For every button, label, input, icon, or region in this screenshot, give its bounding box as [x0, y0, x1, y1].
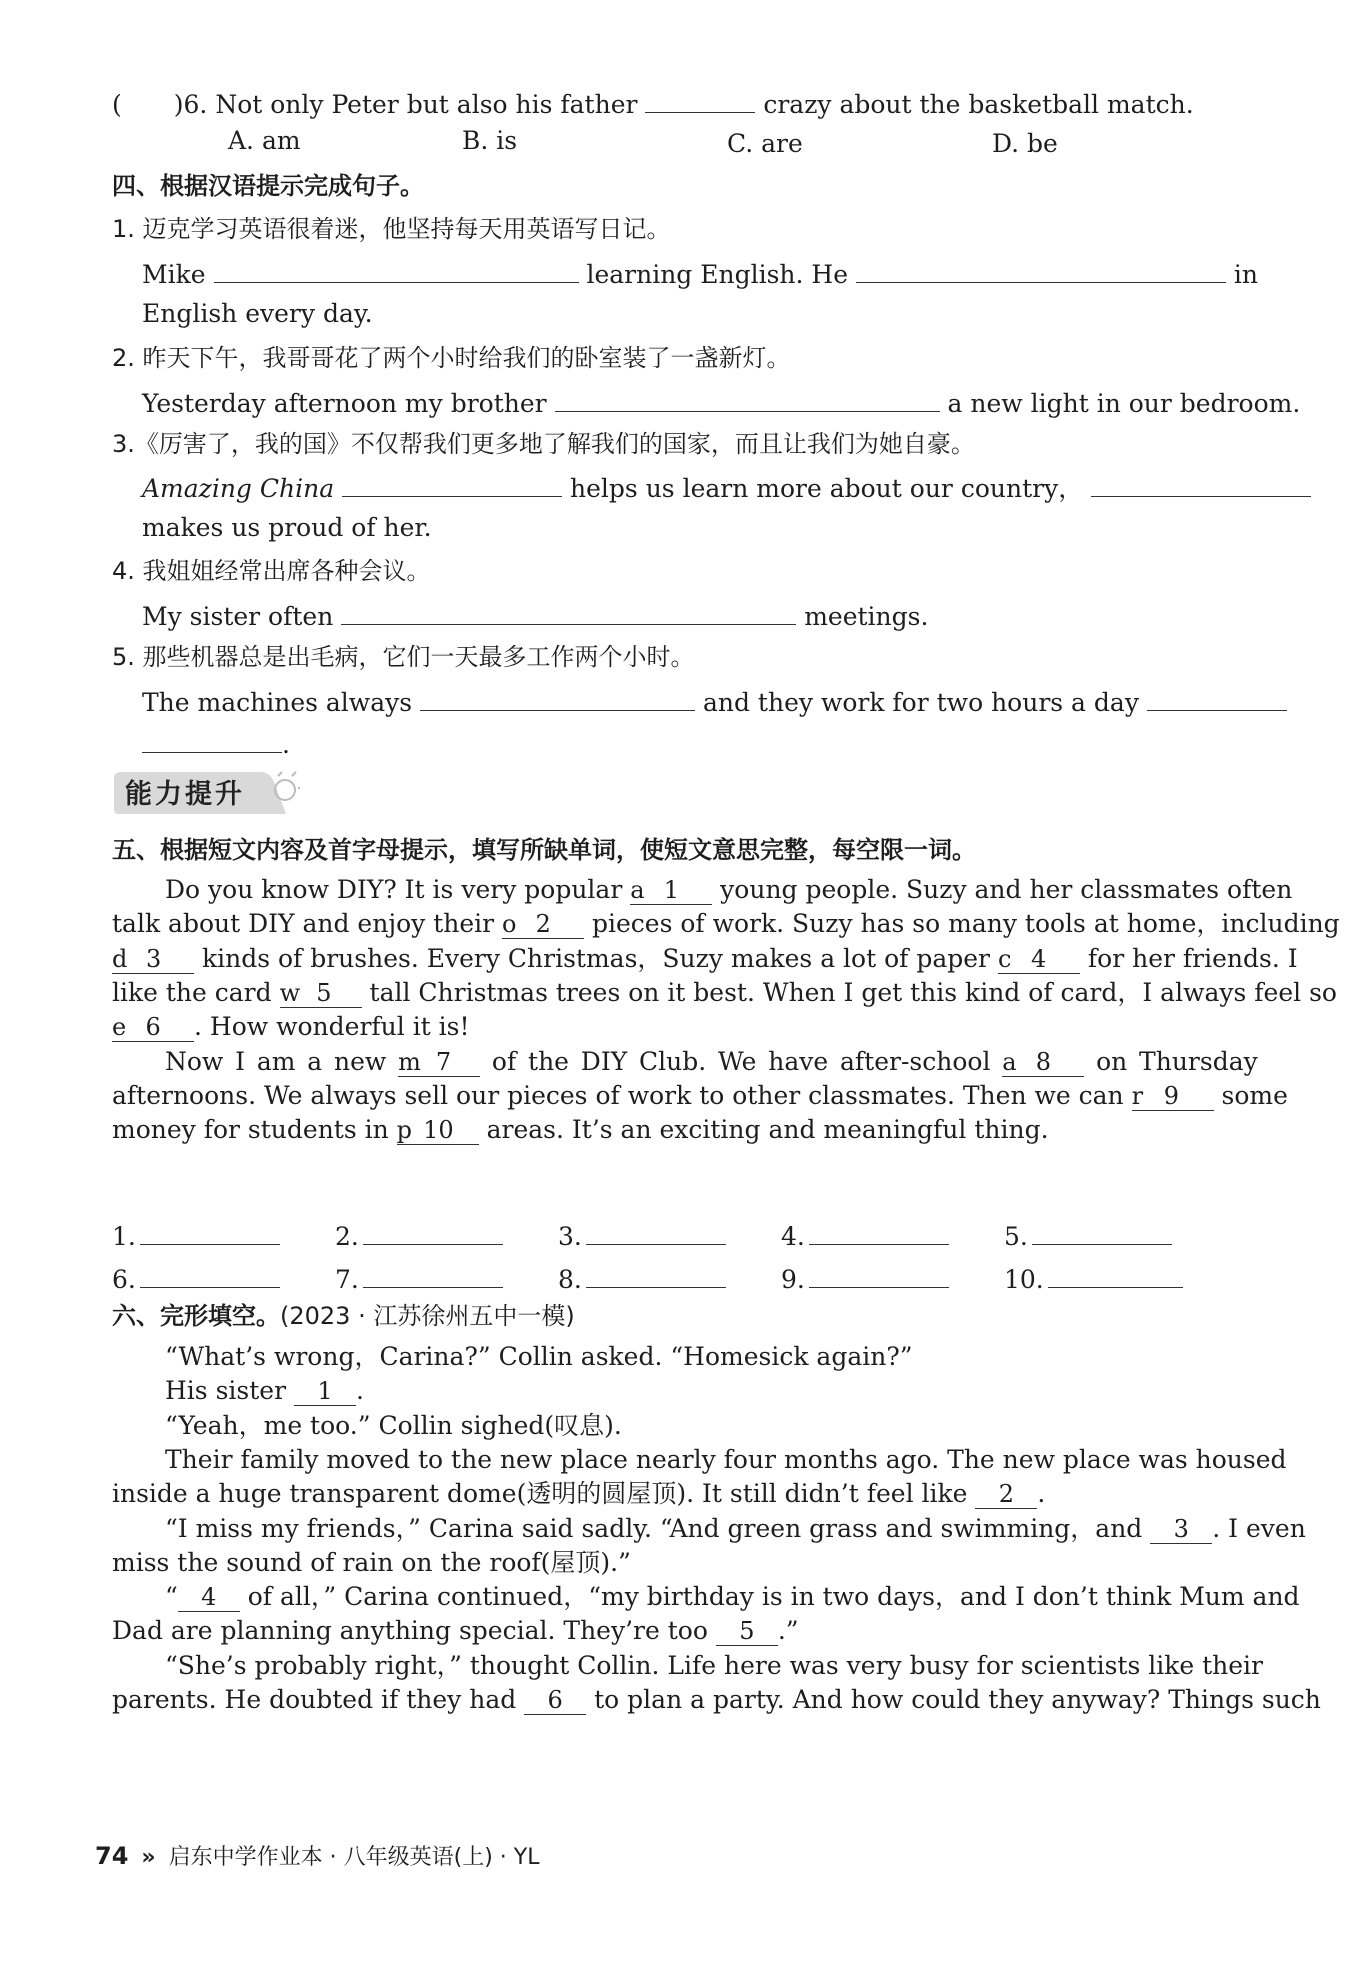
s4-item1-text-c: in	[1233, 260, 1259, 289]
passage-text: “I miss my friends，” Carina said sadly. “And green grass and swimming，and	[165, 1513, 1151, 1543]
answer-blank[interactable]	[363, 1216, 503, 1245]
answer-blank[interactable]	[1032, 1216, 1172, 1245]
section-4-heading: 四、根据汉语提示完成句子。	[112, 172, 424, 200]
answer-blank[interactable]	[645, 84, 755, 113]
answer-label: 1.	[112, 1222, 136, 1251]
answer-label: 8.	[558, 1265, 582, 1294]
blank-number: 4	[201, 1583, 217, 1612]
numbered-blank[interactable]	[294, 1377, 356, 1406]
section6-line	[165, 1442, 1287, 1478]
passage-text: . I even	[1212, 1513, 1306, 1543]
section6-line	[165, 1579, 1300, 1615]
question-text-after: crazy about the basketball match.	[763, 90, 1194, 119]
blank-number: 3	[1173, 1514, 1189, 1543]
s4-item5-cn: 5. 那些机器总是出毛病，它们一天最多工作两个小时。	[112, 643, 695, 671]
passage-text: Their family moved to the new place nearly four months ago. The new place was housed	[165, 1444, 1287, 1474]
answer-label: 4.	[781, 1222, 805, 1251]
question-6	[112, 84, 1194, 123]
question-text-before: Not only Peter but also his father	[215, 90, 638, 119]
numbered-blank[interactable]	[998, 945, 1080, 974]
answer-blank[interactable]	[342, 468, 562, 497]
blank-initial-letter: a	[630, 876, 645, 904]
blank-initial-letter: a	[1002, 1047, 1017, 1076]
blank-number: 2	[535, 910, 551, 939]
numbered-blank[interactable]	[524, 1686, 586, 1715]
answer-label: 7.	[335, 1265, 359, 1294]
answer-blank[interactable]	[142, 724, 282, 753]
answer-label: 10.	[1004, 1265, 1044, 1294]
s4-item4-text-a: My sister often	[142, 602, 334, 631]
s4-item3-cn: 3.《厉害了，我的国》不仅帮我们更多地了解我们的国家，而且让我们为她自豪。	[112, 430, 975, 458]
passage-text: Now I am a new	[165, 1046, 399, 1076]
blank-number: 1	[663, 876, 680, 904]
s4-item1-en2: English every day.	[142, 299, 373, 328]
numbered-blank[interactable]	[1150, 1515, 1212, 1544]
passage-text: miss the sound of rain on the roof(屋顶).”	[112, 1547, 631, 1577]
option-a: A. am	[228, 126, 301, 155]
s4-item2-text-b: a new light in our bedroom.	[947, 389, 1301, 418]
passage-text: .	[355, 1376, 364, 1406]
blank-number: 4	[1031, 944, 1047, 973]
passage-text: money for students in	[112, 1115, 397, 1145]
s4-item5-text-b: and they work for two hours a day	[702, 688, 1139, 717]
answer-slot	[112, 1216, 280, 1251]
section6-line	[112, 1682, 1321, 1718]
passage-text: inside a huge transparent dome(透明的圆屋顶). It still didn’t feel like	[112, 1479, 976, 1509]
s4-item3-text-b: helps us learn more about our country，	[570, 474, 1084, 503]
section6-line	[165, 1339, 913, 1375]
section6-line	[165, 1373, 364, 1409]
blank-number: 10	[423, 1116, 454, 1145]
answer-blank[interactable]	[555, 383, 940, 412]
blank-number: 5	[739, 1617, 755, 1646]
answer-slot	[335, 1216, 503, 1251]
passage-text: afternoons. We always sell our pieces of work to other classmates. Then we can	[112, 1080, 1132, 1110]
blank-number: 1	[317, 1377, 333, 1406]
section5-line	[165, 872, 1292, 908]
s4-item2-cn: 2. 昨天下午，我哥哥花了两个小时给我们的卧室装了一盏新灯。	[112, 344, 791, 372]
numbered-blank[interactable]	[1002, 1048, 1084, 1077]
passage-text: .	[1037, 1479, 1046, 1509]
numbered-blank[interactable]	[280, 979, 362, 1008]
blank-number: 6	[547, 1686, 563, 1714]
blank-initial-letter: o	[502, 910, 517, 939]
answer-blank[interactable]	[420, 682, 695, 711]
option-d: D. be	[992, 129, 1058, 158]
passage-text: of all，” Carina continued，“my birthday is in two days，and I don’t think Mum and	[239, 1582, 1300, 1612]
passage-text: “What’s wrong，Carina?” Collin asked. “Homesick again?”	[165, 1342, 913, 1371]
answer-label: 2.	[335, 1222, 359, 1251]
passage-text: . How wonderful it is!	[194, 1012, 470, 1042]
passage-text: Do you know DIY? It is very popular	[165, 875, 631, 904]
passage-text: parents. He doubted if they had	[112, 1685, 525, 1714]
s4-item3-text-a: Amazing China	[142, 474, 335, 503]
section5-line	[112, 941, 1298, 977]
numbered-blank[interactable]	[1132, 1082, 1214, 1111]
answer-blank[interactable]	[341, 596, 796, 625]
passage-text: Dad are planning anything special. They’re too	[112, 1616, 716, 1646]
answer-blank[interactable]	[586, 1216, 726, 1245]
blank-number: 9	[1163, 1081, 1179, 1110]
passage-text: pieces of work. Suzy has so many tools at home，including	[584, 909, 1340, 939]
answer-blank[interactable]	[140, 1259, 280, 1288]
numbered-blank[interactable]	[397, 1116, 479, 1145]
answer-label: 5.	[1004, 1222, 1028, 1251]
blank-initial-letter: w	[279, 978, 301, 1007]
ability-badge-label: 能力提升	[125, 779, 245, 810]
answer-slot	[558, 1259, 726, 1294]
blank-number: 2	[998, 1480, 1015, 1509]
passage-text: areas. It’s an exciting and meaningful thing.	[478, 1115, 1049, 1145]
s4-item3-en	[142, 468, 1311, 507]
question-number: )6.	[173, 90, 208, 119]
s4-item4-text-b: meetings.	[804, 602, 929, 631]
blank-number: 5	[316, 978, 332, 1007]
s4-item4-cn: 4. 我姐姐经常出席各种会议。	[112, 557, 431, 585]
passage-text: on Thursday	[1084, 1046, 1258, 1076]
blank-initial-letter: d	[112, 944, 128, 973]
answer-blank[interactable]	[1147, 682, 1287, 711]
answer-blank[interactable]	[140, 1216, 280, 1245]
s4-item1-text-b: learning English. He	[586, 260, 849, 289]
answer-blank[interactable]	[856, 254, 1226, 283]
answer-label: 3.	[558, 1222, 582, 1251]
s4-item3-en2: makes us proud of her.	[142, 513, 432, 542]
answer-blank[interactable]	[1091, 468, 1311, 497]
answer-slot	[558, 1216, 726, 1251]
answer-slot	[1004, 1216, 1172, 1251]
answer-blank[interactable]	[1048, 1259, 1183, 1288]
s4-item1-cn: 1. 迈克学习英语很着迷，他坚持每天用英语写日记。	[112, 215, 671, 243]
passage-text: kinds of brushes. Every Christmas，Suzy makes a lot of paper	[194, 943, 998, 973]
passage-text: like the card	[112, 977, 280, 1007]
numbered-blank[interactable]	[716, 1617, 778, 1646]
section5-line	[112, 975, 1337, 1011]
option-b: B. is	[462, 126, 518, 155]
numbered-blank[interactable]	[112, 1013, 194, 1042]
page-number: 74	[95, 1842, 129, 1870]
s4-item4-en	[142, 596, 928, 635]
blank-initial-letter: r	[1131, 1081, 1144, 1110]
s4-item1-en	[142, 254, 1258, 293]
answer-blank[interactable]	[809, 1216, 949, 1245]
section5-line	[112, 906, 1340, 942]
footer-title: 启东中学作业本 · 八年级英语(上) · YL	[168, 1845, 540, 1870]
passage-text: young people. Suzy and her classmates often	[712, 875, 1293, 904]
s4-item5-en	[142, 682, 1287, 721]
answer-paren-open: (	[112, 90, 122, 119]
answer-blank[interactable]	[586, 1259, 726, 1288]
section6-line	[165, 1408, 622, 1444]
passage-text: talk about DIY and enjoy their	[112, 909, 503, 939]
passage-text: .”	[777, 1616, 799, 1646]
s4-item5-text-a: The machines always	[142, 688, 413, 717]
numbered-blank[interactable]	[502, 910, 584, 939]
answer-slot	[781, 1259, 949, 1294]
section6-line	[112, 1613, 799, 1649]
s4-item5-period: .	[282, 730, 290, 759]
blank-number: 3	[146, 944, 162, 973]
answer-slot	[112, 1259, 280, 1294]
section6-line	[165, 1511, 1306, 1547]
passage-text: of the DIY Club. We have after-school	[480, 1046, 1003, 1076]
option-c: C. are	[727, 129, 803, 158]
s4-item5-en2	[142, 724, 290, 763]
blank-number: 7	[435, 1047, 452, 1076]
answer-blank[interactable]	[363, 1259, 503, 1288]
answer-label: 6.	[112, 1265, 136, 1294]
passage-text: “	[165, 1582, 178, 1612]
passage-text: “She’s probably right，” thought Collin. Life here was very busy for scientists like their	[165, 1650, 1263, 1680]
section5-line	[112, 1112, 1049, 1148]
numbered-blank[interactable]	[398, 1048, 480, 1077]
section6-line	[165, 1648, 1263, 1684]
answer-slot	[781, 1216, 949, 1251]
numbered-blank[interactable]	[112, 945, 194, 974]
s4-item2-text-a: Yesterday afternoon my brother	[142, 389, 547, 418]
s4-item1-text-a: Mike	[142, 260, 206, 289]
section5-line	[112, 1078, 1288, 1114]
passage-text: tall Christmas trees on it best. When I get this kind of card，I always feel so	[361, 977, 1337, 1007]
section5-line	[112, 1009, 470, 1045]
section-6-title: 六、完形填空。	[112, 1302, 280, 1330]
blank-number: 8	[1035, 1047, 1052, 1076]
numbered-blank[interactable]	[630, 876, 712, 905]
numbered-blank[interactable]	[975, 1480, 1037, 1509]
numbered-blank[interactable]	[178, 1583, 240, 1612]
section6-line	[112, 1545, 631, 1581]
section-6-heading	[112, 1298, 575, 1334]
answer-label: 9.	[781, 1265, 805, 1294]
answer-blank[interactable]	[809, 1259, 949, 1288]
blank-initial-letter: c	[997, 944, 1012, 973]
section-6-source: (2023 · 江苏徐州五中一模)	[280, 1302, 575, 1330]
blank-initial-letter: e	[112, 1013, 127, 1042]
blank-initial-letter: p	[396, 1116, 413, 1145]
section5-line	[165, 1044, 1258, 1080]
section6-line	[112, 1476, 1045, 1512]
answer-blank[interactable]	[214, 254, 579, 283]
answer-slot	[335, 1259, 503, 1294]
passage-text: His sister	[165, 1376, 294, 1406]
blank-number: 6	[145, 1013, 161, 1042]
section-5-heading: 五、根据短文内容及首字母提示，填写所缺单词，使短文意思完整，每空限一词。	[112, 836, 976, 864]
s4-item2-en	[142, 383, 1300, 422]
passage-text: “Yeah，me too.” Collin sighed(叹息).	[165, 1410, 622, 1440]
footer-arrows: »	[141, 1845, 156, 1870]
passage-text: for her friends. I	[1079, 943, 1298, 973]
blank-initial-letter: m	[398, 1047, 421, 1076]
passage-text: to plan a party. And how could they anyway? Things such	[586, 1685, 1321, 1714]
passage-text: some	[1213, 1080, 1288, 1110]
answer-slot	[1004, 1259, 1183, 1294]
page-footer	[95, 1840, 539, 1871]
